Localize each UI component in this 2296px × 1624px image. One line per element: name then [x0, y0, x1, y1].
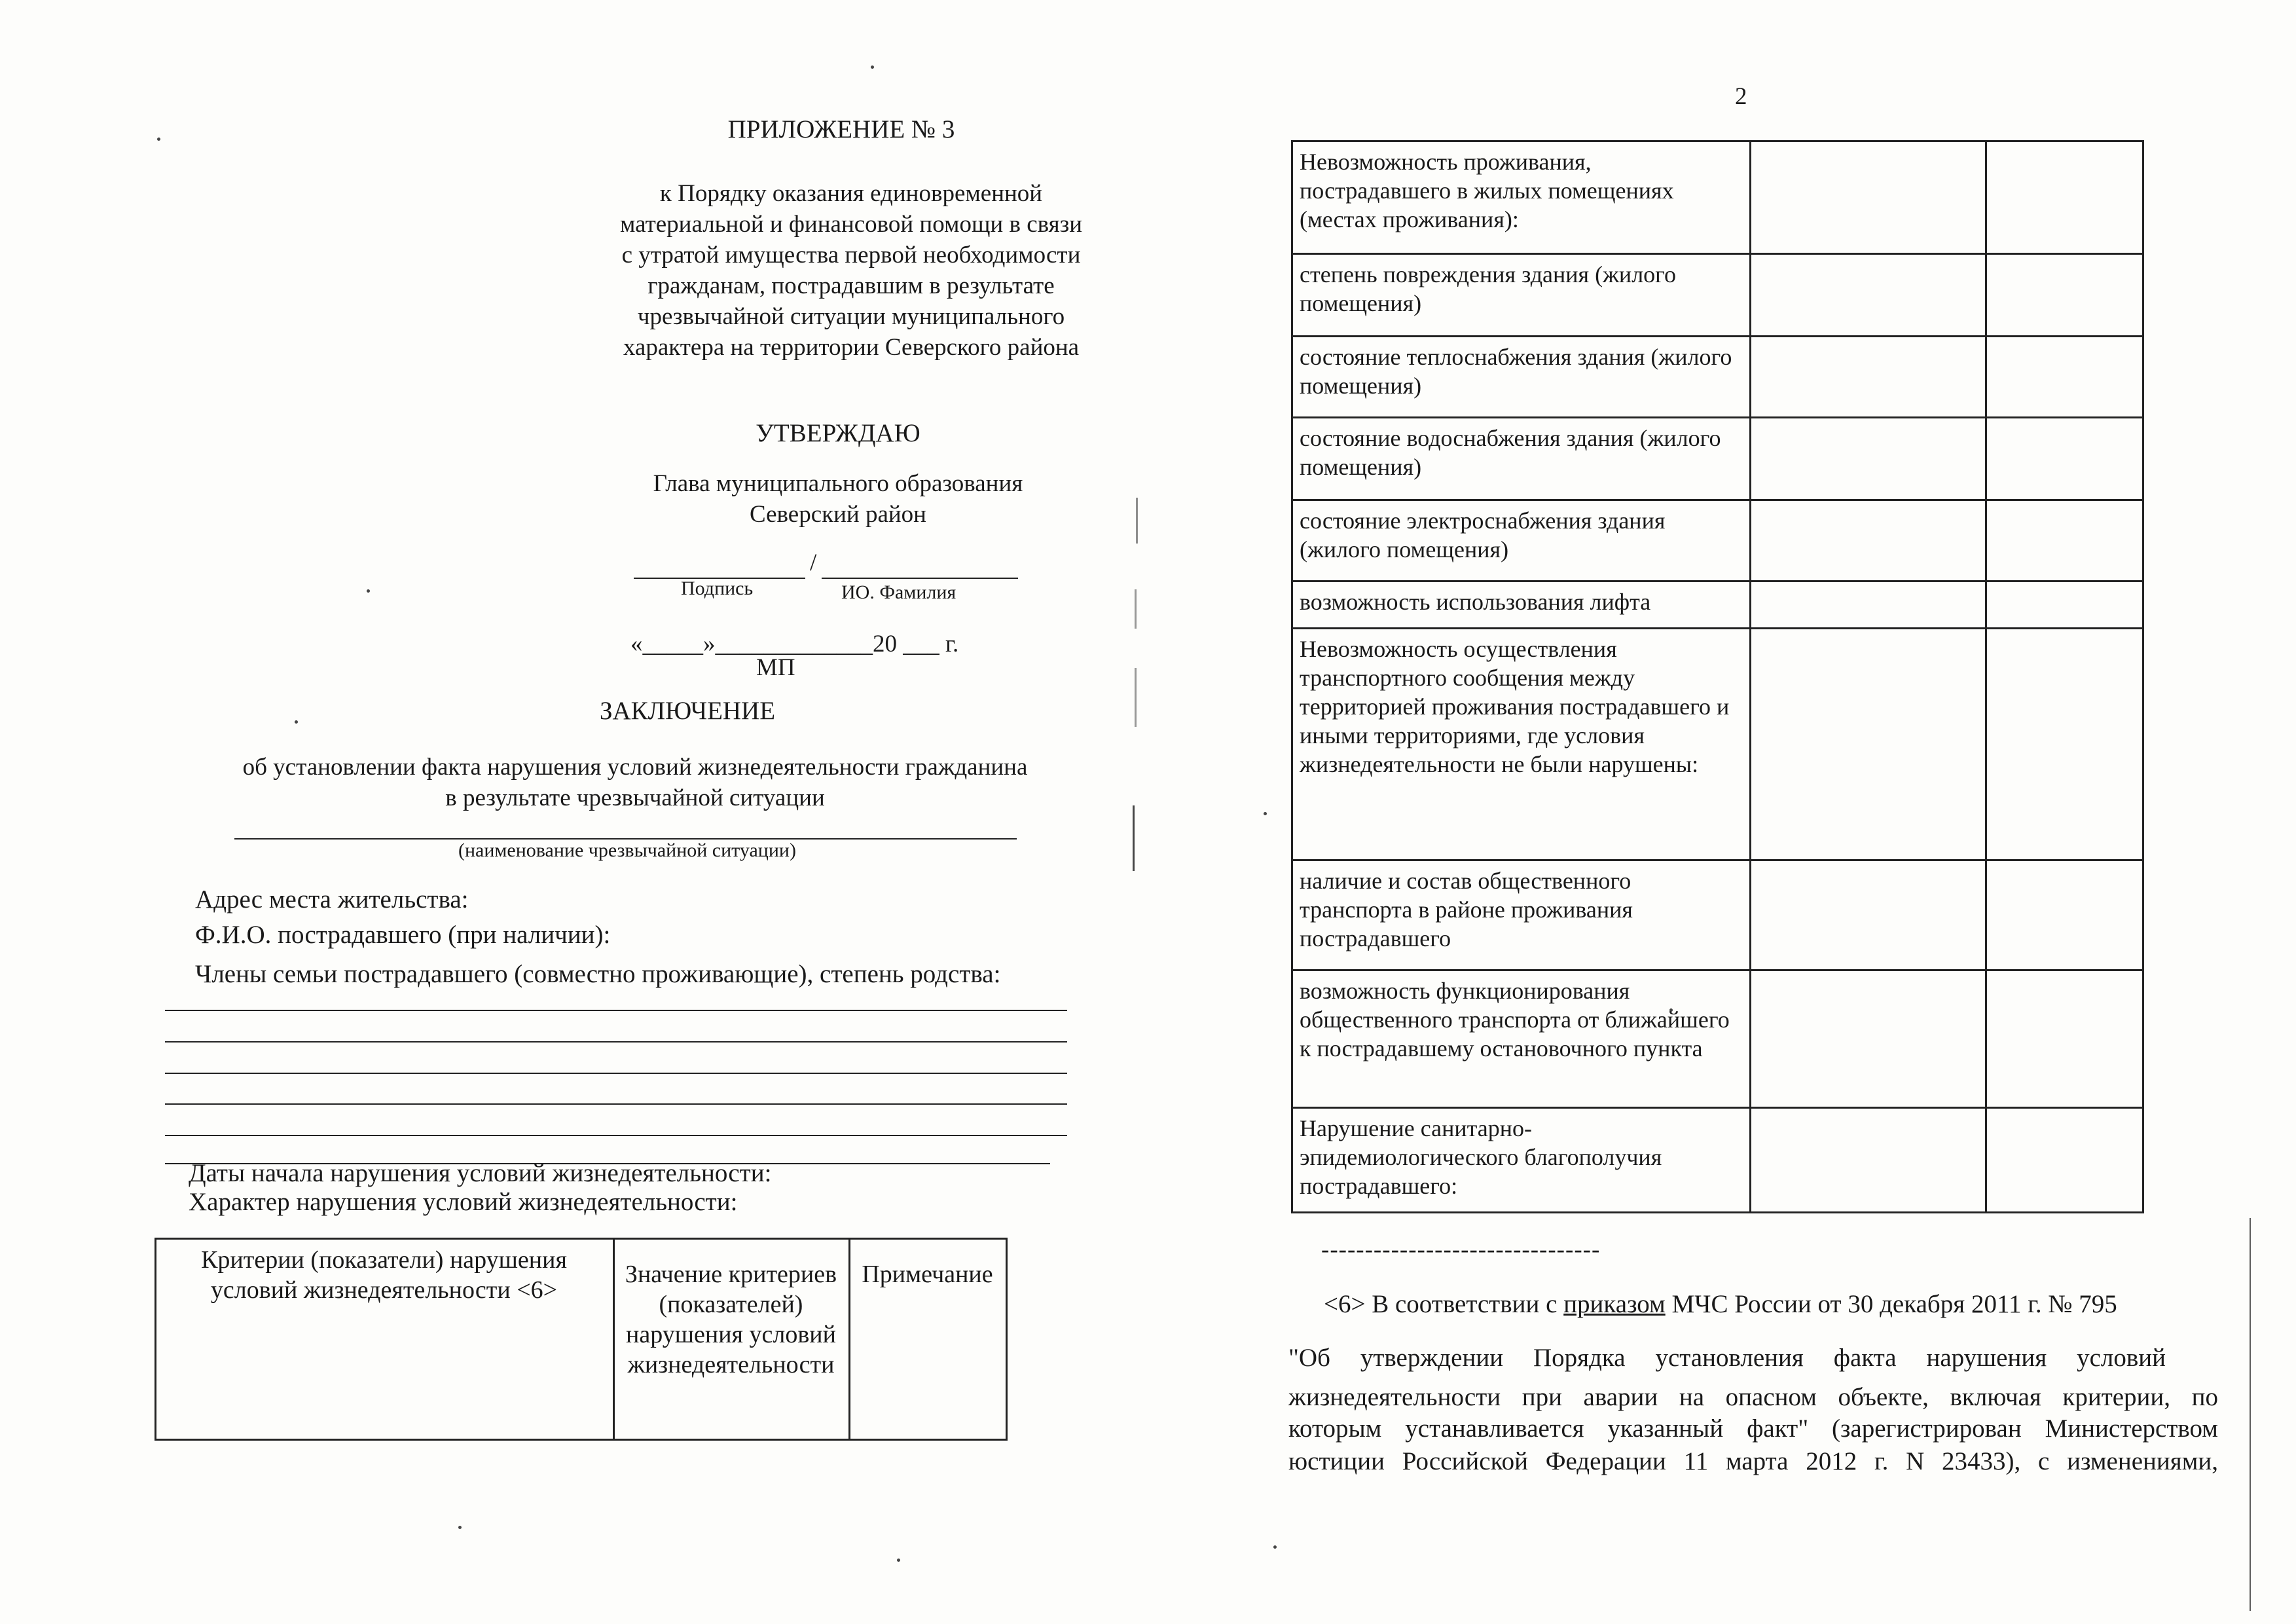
doc-title: ЗАКЛЮЧЕНИЕ	[599, 697, 776, 725]
footnote-prefix: <6> В соответствии с	[1324, 1290, 1564, 1318]
approver-line: Северский район	[749, 501, 926, 528]
note-cell	[1986, 1108, 2143, 1213]
doc-subtitle-line: в результате чрезвычайной ситуации	[445, 784, 825, 811]
scan-speck	[367, 589, 370, 593]
fold-mark	[1135, 668, 1137, 727]
appendix-subtitle-line: гражданам, пострадавшим в результате	[647, 272, 1055, 299]
criteria-cell: степень повреждения здания (жилого помещения)	[1292, 254, 1751, 337]
criteria-cell: возможность использования лифта	[1292, 581, 1751, 629]
criteria-cell: наличие и состав общественного транспорта в районе проживания пострадавшего	[1292, 860, 1751, 970]
note-cell	[1986, 581, 2143, 629]
criteria-cell: состояние теплоснабжения здания (жилого помещения)	[1292, 337, 1751, 418]
header-criteria: Критерии (показатели) нарушения условий жизнедеятельности <6>	[156, 1239, 614, 1440]
footnote-line-1	[1324, 1289, 2117, 1320]
scan-speck	[871, 65, 874, 69]
value-cell	[1751, 970, 1986, 1108]
scan-speck	[1273, 1545, 1277, 1549]
doc-subtitle	[170, 752, 1100, 813]
value-cell	[1751, 1108, 1986, 1213]
criteria-cell: Невозможность проживания, пострадавшего в жилых помещениях (местах проживания):	[1292, 141, 1751, 254]
value-cell	[1751, 860, 1986, 970]
name-label: ИО. Фамилия	[841, 581, 957, 603]
scan-speck	[1264, 812, 1267, 815]
value-cell	[1751, 141, 1986, 254]
criteria-cell: состояние водоснабжения здания (жилого помещения)	[1292, 418, 1751, 500]
appendix-subtitle	[524, 178, 1178, 363]
signature-label: Подпись	[681, 578, 754, 599]
stamp-label: МП	[756, 654, 795, 681]
date-line: «_____»_____________20 ___ г.	[630, 631, 959, 657]
scan-speck	[897, 1559, 900, 1562]
fold-mark	[1135, 589, 1137, 629]
criteria-cell: состояние электроснабжения здания (жилого помещения)	[1292, 500, 1751, 581]
value-cell	[1751, 629, 1986, 860]
doc-subtitle-line: об установлении факта нарушения условий жизнедеятельности гражданина	[242, 754, 1028, 781]
value-cell	[1751, 418, 1986, 500]
signature-slash: /	[810, 549, 817, 576]
header-note: Примечание	[850, 1239, 1007, 1440]
appendix-subtitle-line: чрезвычайной ситуации муниципального	[637, 303, 1065, 330]
footnote-line-3: жизнедеятельности при аварии на опасном объекте, включая критерии, по	[1288, 1383, 2218, 1411]
value-cell	[1751, 581, 1986, 629]
footnote-line-5: юстиции Российской Федерации 11 марта 2012 г. N 23433), с изменениями,	[1288, 1447, 2218, 1475]
victim-name-label: Ф.И.О. пострадавшего (при наличии):	[195, 921, 611, 949]
fold-mark	[1136, 498, 1138, 544]
scan-speck	[157, 138, 160, 141]
header-value: Значение критериев (показателей) нарушения условий жизнедеятельности	[614, 1239, 850, 1440]
approver-line: Глава муниципального образования	[653, 470, 1023, 497]
appendix-subtitle-line: к Порядку оказания единовременной	[659, 180, 1043, 207]
note-cell	[1986, 418, 2143, 500]
value-cell	[1751, 337, 1986, 418]
appendix-subtitle-line: с утратой имущества первой необходимости	[621, 242, 1081, 268]
name-line	[822, 578, 1018, 579]
scan-speck	[295, 720, 298, 724]
footnote-line-4: которым устанавливается указанный факт" (зарегистрирован Министерством	[1288, 1414, 2218, 1443]
scan-speck	[458, 1526, 462, 1529]
value-cell	[1751, 500, 1986, 581]
right-edge-mark	[2250, 1218, 2251, 1611]
nature-label: Характер нарушения условий жизнедеятельности:	[189, 1188, 738, 1216]
appendix-subtitle-line: материальной и финансовой помощи в связи	[619, 211, 1083, 238]
criteria-header-table	[155, 1238, 1008, 1441]
criteria-table	[1291, 140, 2144, 1213]
footnote-suffix: МЧС России от 30 декабря 2011 г. № 795	[1665, 1290, 2117, 1318]
criteria-cell: возможность функционирования общественного транспорта от ближайшего к пострадавшему остановочного пункта	[1292, 970, 1751, 1108]
family-blank-line	[165, 1135, 1067, 1136]
appendix-title: ПРИЛОЖЕНИЕ № 3	[727, 115, 955, 143]
note-cell	[1986, 337, 2143, 418]
footnote-line-2: "Об утверждении Порядка установления факта нарушения условий	[1288, 1344, 2166, 1372]
family-blank-line	[165, 1073, 1067, 1074]
appendix-subtitle-line: характера на территории Северского района	[623, 334, 1080, 361]
emergency-name-caption: (наименование чрезвычайной ситуации)	[458, 840, 796, 861]
family-blank-line	[165, 1103, 1067, 1105]
family-label: Члены семьи пострадавшего (совместно проживающие), степень родства:	[195, 960, 1001, 988]
family-blank-line	[165, 1010, 1067, 1011]
address-label: Адрес места жительства:	[195, 885, 469, 913]
page-number: 2	[1735, 83, 1747, 110]
start-dates-label: Даты начала нарушения условий жизнедеятельности:	[189, 1159, 772, 1187]
approver-block	[576, 468, 1100, 530]
criteria-cell: Невозможность осуществления транспортного сообщения между территорией проживания пострадавшего и иными территориями, где условия жизнедеятельности не были нарушены:	[1292, 629, 1751, 860]
order-link[interactable]: приказом	[1563, 1290, 1666, 1318]
note-cell	[1986, 254, 2143, 337]
value-cell	[1751, 254, 1986, 337]
note-cell	[1986, 860, 2143, 970]
approve-word: УТВЕРЖДАЮ	[756, 419, 920, 447]
footnote-separator: --------------------------------	[1321, 1236, 1601, 1263]
note-cell	[1986, 141, 2143, 254]
family-blank-line	[165, 1041, 1067, 1043]
note-cell	[1986, 500, 2143, 581]
fold-mark	[1133, 805, 1135, 871]
note-cell	[1986, 970, 2143, 1108]
criteria-cell: Нарушение санитарно-эпидемиологического благополучия пострадавшего:	[1292, 1108, 1751, 1213]
note-cell	[1986, 629, 2143, 860]
